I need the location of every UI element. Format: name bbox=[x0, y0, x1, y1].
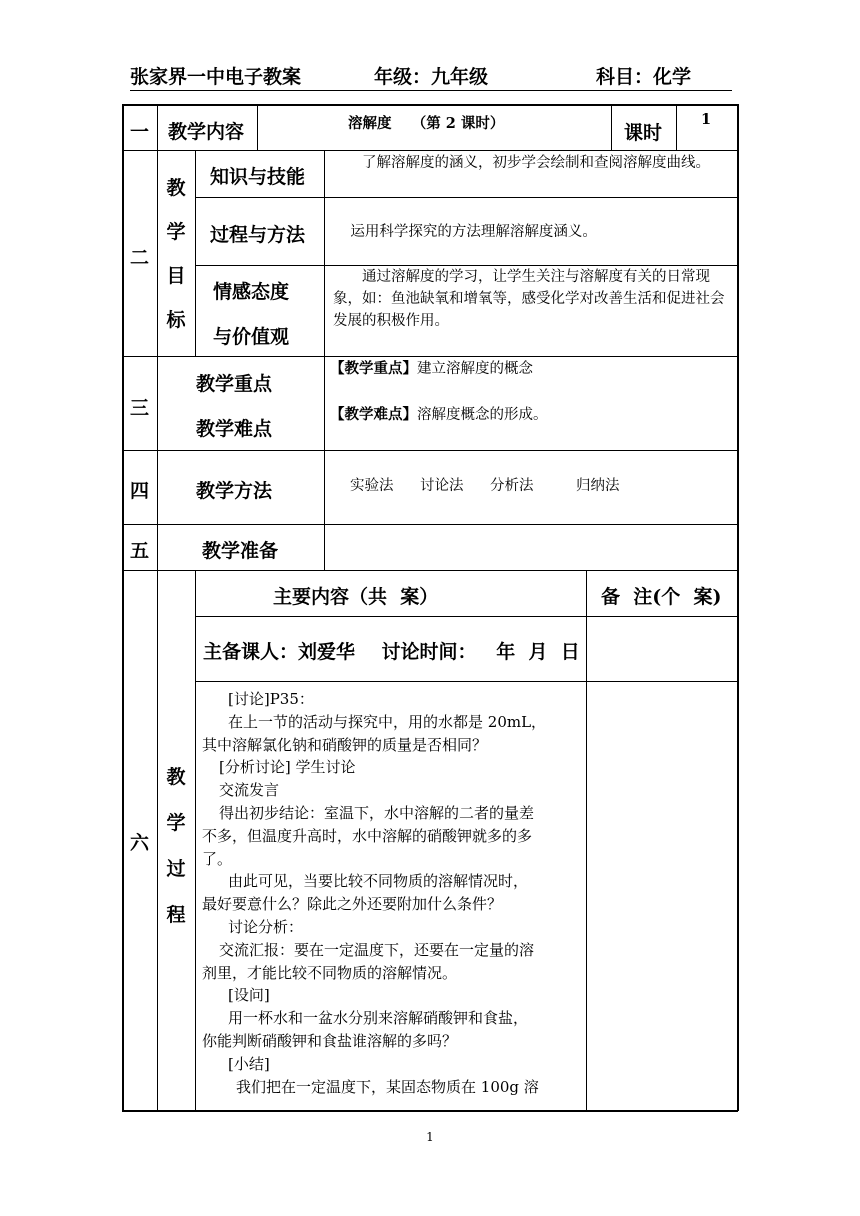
process-line: 由此可见，当要比较不同物质的溶解情况时， bbox=[228, 872, 529, 891]
process-line: 在上一节的活动与探究中，用的水都是 20mL， bbox=[228, 712, 547, 731]
page-number: 1 bbox=[426, 1130, 434, 1144]
class-hours-label: 课时 bbox=[624, 122, 663, 144]
method-3: 分析法 bbox=[490, 478, 534, 494]
process-line: 用一杯水和一盆水分别来溶解硝酸钾和食盐， bbox=[228, 1009, 529, 1028]
process-line: [分析讨论] 学生讨论 bbox=[219, 758, 356, 777]
school-name: 张家界一中电子教案 bbox=[130, 66, 302, 88]
difficulty-text bbox=[330, 404, 548, 426]
method-1: 实验法 bbox=[350, 478, 394, 494]
teaching-method-label: 教学方法 bbox=[196, 480, 273, 502]
difficulty-tag: 【教学难点】 bbox=[330, 406, 417, 423]
key-point-label: 教学重点 bbox=[196, 373, 273, 395]
class-hours-value: 1 bbox=[701, 111, 712, 128]
process-line: [小结] bbox=[228, 1054, 270, 1073]
document-header bbox=[130, 62, 732, 91]
row2-number: 二 bbox=[130, 247, 150, 269]
method-4: 归纳法 bbox=[576, 478, 620, 494]
process-methods-label: 过程与方法 bbox=[210, 224, 306, 246]
teaching-content-label: 教学内容 bbox=[168, 121, 245, 143]
difficulty-label: 教学难点 bbox=[196, 418, 273, 440]
row6-number: 六 bbox=[130, 832, 150, 854]
preparer-line: 主备课人：刘爱华 讨论时间： 年 月 日 bbox=[203, 641, 580, 663]
process-line: 了。 bbox=[202, 849, 233, 868]
process-line: 其中溶解氯化钠和硝酸钾的质量是否相同？ bbox=[202, 735, 488, 754]
topic-session: （第 2 课时） bbox=[411, 115, 505, 132]
process-line: 剂里，才能比较不同物质的溶解情况。 bbox=[202, 963, 458, 982]
attitude-label-line1: 情感态度 bbox=[213, 281, 290, 303]
teaching-process-content bbox=[202, 688, 582, 1098]
notes-header: 备 注(个 案) bbox=[601, 586, 722, 608]
process-line: 不多，但温度升高时，水中溶解的硝酸钾就多的多 bbox=[202, 826, 533, 845]
difficulty-value: 溶解度概念的形成。 bbox=[417, 407, 548, 423]
method-2: 讨论法 bbox=[420, 478, 464, 494]
attitude-text: 通过溶解度的学习，让学生关注与溶解度有关的日常现象，如：鱼池缺氧和增氧等，感受化学对改善生活和促进社会发展的积极作用。 bbox=[333, 269, 725, 329]
process-line: [设问] bbox=[228, 986, 270, 1005]
process-line: 交流汇报：要在一定温度下，还要在一定量的溶 bbox=[219, 940, 535, 959]
grade-label: 年级：九年级 bbox=[374, 66, 489, 88]
lesson-topic bbox=[348, 112, 504, 133]
knowledge-skills-label: 知识与技能 bbox=[210, 166, 306, 188]
teaching-process-label: 教 学 过 程 bbox=[166, 766, 186, 926]
process-line: [讨论]P35： bbox=[228, 690, 314, 708]
process-line: 我们把在一定温度下，某固态物质在 100g 溶 bbox=[236, 1077, 539, 1096]
process-line: 最好要意什么？除此之外还要附加什么条件？ bbox=[202, 895, 503, 914]
key-point-value: 建立溶解度的概念 bbox=[417, 361, 533, 377]
row1-number: 一 bbox=[130, 121, 150, 143]
process-line: 讨论分析： bbox=[228, 917, 304, 936]
key-point-tag: 【教学重点】 bbox=[330, 360, 417, 377]
process-methods-text: 运用科学探究的方法理解溶解度涵义。 bbox=[350, 224, 597, 240]
row4-number: 四 bbox=[130, 480, 150, 502]
knowledge-skills-text: 了解溶解度的涵义，初步学会绘制和查阅溶解度曲线。 bbox=[362, 155, 710, 171]
row3-number: 三 bbox=[130, 397, 150, 419]
process-line: 交流发言 bbox=[219, 781, 280, 800]
teaching-prep-label: 教学准备 bbox=[202, 540, 279, 562]
key-point-text bbox=[330, 358, 533, 380]
subject-label: 科目：化学 bbox=[596, 66, 692, 88]
row5-number: 五 bbox=[130, 540, 150, 562]
teaching-objectives-label: 教 学 目 标 bbox=[166, 177, 186, 331]
process-line: 得出初步结论：室温下，水中溶解的二者的量差 bbox=[219, 803, 535, 822]
main-content-header: 主要内容（共 案） bbox=[273, 586, 439, 608]
attitude-label-line2: 与价值观 bbox=[213, 326, 290, 348]
process-line: 你能判断硝酸钾和食盐谁溶解的多吗？ bbox=[202, 1031, 458, 1050]
topic-title: 溶解度 bbox=[348, 115, 392, 132]
